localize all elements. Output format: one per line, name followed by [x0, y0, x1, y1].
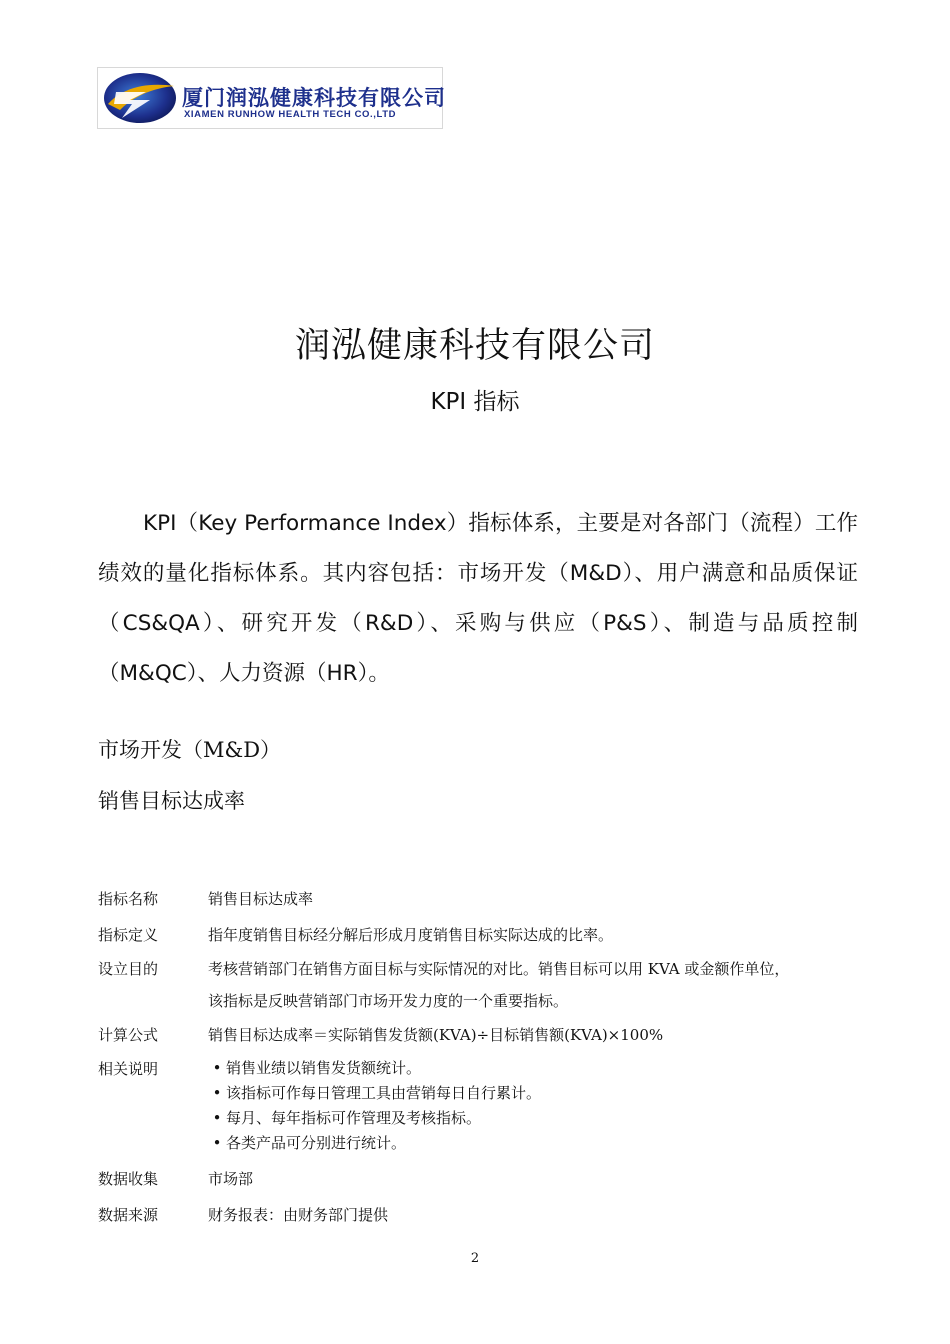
- kpi-purpose-value: 考核营销部门在销售方面目标与实际情况的对比。销售目标可以用 KVA 或金额作单位，该指标是反映营销部门市场开发力度的一个重要指标。: [208, 960, 790, 1010]
- kpi-definition-label: 指标定义: [98, 926, 159, 944]
- company-logo: [97, 67, 446, 129]
- kpi-definition-value: 指年度销售目标经分解后形成月度销售目标实际达成的比率。: [208, 926, 614, 944]
- list-item: • 销售业绩以销售发货额统计。: [208, 1056, 798, 1081]
- kpi-row-notes: [98, 1056, 798, 1166]
- kpi-row-definition: [98, 922, 798, 956]
- kpi-heading: 销售目标达成率: [98, 789, 245, 813]
- kpi-row-source: [98, 1202, 798, 1228]
- kpi-purpose-label: 设立目的: [98, 960, 159, 978]
- kpi-formula-value: 销售目标达成率＝实际销售发货额(KVA)÷目标销售额(KVA)×100%: [208, 1026, 664, 1044]
- kpi-row-purpose: [98, 956, 798, 1022]
- logo-emblem-icon: [100, 70, 178, 126]
- logo-company-name-cn: 厦门润泓健康科技有限公司: [182, 86, 446, 110]
- kpi-row-formula: [98, 1022, 798, 1056]
- kpi-name-value: 销售目标达成率: [208, 890, 314, 908]
- list-item: • 每月、每年指标可作管理及考核指标。: [208, 1106, 798, 1131]
- list-item: • 该指标可作每日管理工具由营销每日自行累计。: [208, 1081, 798, 1106]
- document-title: 润泓健康科技有限公司: [294, 326, 655, 366]
- kpi-collection-label: 数据收集: [98, 1170, 159, 1188]
- logo-company-name-en: XIAMEN RUNHOW HEALTH TECH CO.,LTD: [184, 109, 397, 120]
- kpi-row-name: [98, 886, 798, 922]
- kpi-collection-value: 市场部: [208, 1170, 254, 1188]
- kpi-detail-table: [98, 886, 798, 1228]
- kpi-source-label: 数据来源: [98, 1206, 159, 1224]
- kpi-name-label: 指标名称: [98, 890, 159, 908]
- kpi-formula-label: 计算公式: [98, 1026, 159, 1044]
- document-subtitle: KPI 指标: [430, 389, 520, 415]
- list-item: • 各类产品可分别进行统计。: [208, 1131, 798, 1156]
- section-heading: 市场开发（M&D）: [98, 738, 282, 762]
- page-number: 2: [470, 1251, 480, 1266]
- kpi-source-value: 财务报表：由财务部门提供: [208, 1206, 389, 1224]
- intro-paragraph: KPI（Key Performance Index）指标体系，主要是对各部门（流程）工作绩效的量化指标体系。其内容包括：市场开发（M&D）、用户满意和品质保证（CS&QA）、研究开发（R&D）、采购与供应（P&S）、制造与品质控制（M&QC）、人力资源（HR）。: [98, 510, 858, 686]
- kpi-row-collection: [98, 1166, 798, 1202]
- kpi-notes-list: [208, 1056, 798, 1166]
- kpi-notes-label: 相关说明: [98, 1060, 159, 1078]
